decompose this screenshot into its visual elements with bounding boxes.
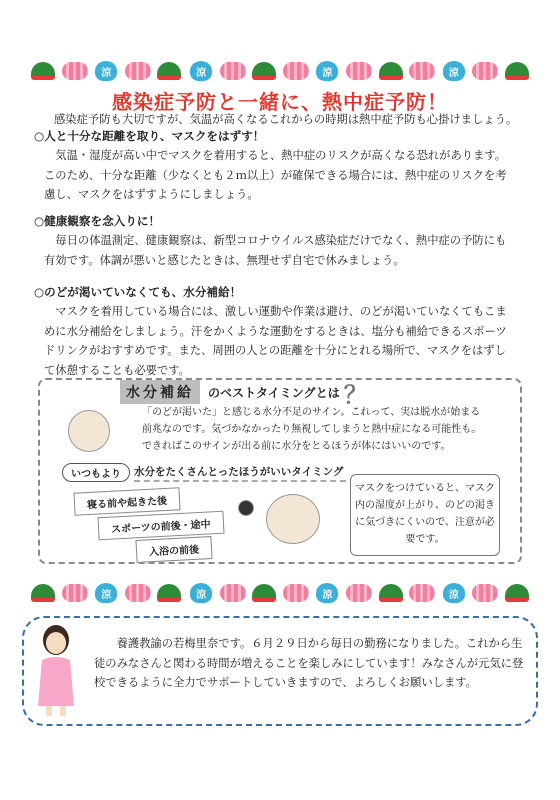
best-timing-title-text: のベストタイミングとは xyxy=(208,385,340,400)
section-heading-hydration: ○のどが渇いていなくても、水分補給！ xyxy=(34,285,242,299)
watermelon-icon xyxy=(378,582,404,604)
question-mark-icon: ？ xyxy=(343,380,368,409)
lantern-icon xyxy=(220,582,246,604)
timing-tag-bath: 入浴の前後 xyxy=(135,536,212,563)
fan-icon: 涼 xyxy=(314,582,340,604)
lantern-icon xyxy=(62,582,88,604)
fan-icon: 涼 xyxy=(93,60,119,82)
fan-icon: 涼 xyxy=(314,60,340,82)
lantern-icon xyxy=(125,60,151,82)
best-timing-text: 「のどが渇いた」と感じる水分不足のサイン。これって、実は脱水が始まる前兆なのです。気づかなかったり無視してしまうと熱中症になる可能性も。できればこのサインが出る前に水分をとるほうが体にはいいのです。 xyxy=(142,407,482,452)
lantern-icon xyxy=(472,60,498,82)
section-body-hydration: マスクを着用している場合には、激しい運動や作業は避け、のどが渇いていなくてもこまめに水分補給をしましょう。汗をかくような運動をするときは、塩分も補給できるスポーツドリンクがおすすめです。また、周囲の人との距離を十分にとれる場所で、マスクをはずして休憩することも必要です。 xyxy=(44,305,507,377)
section-body-distance: 気温・湿度が高い中でマスクを着用すると、熱中症のリスクが高くなる恐れがあります。このため、十分な距離（少なくとも２ｍ以上）が確保できる場合には、熱中症のリスクを考慮し、マスクをはずすようにしましょう。 xyxy=(44,149,507,202)
watermelon-icon xyxy=(504,582,530,604)
lantern-icon xyxy=(346,60,372,82)
best-timing-title xyxy=(120,380,368,409)
watermelon-icon xyxy=(251,582,277,604)
fan-icon: 涼 xyxy=(441,60,467,82)
lantern-icon xyxy=(220,60,246,82)
itsumo-label: いつもより xyxy=(62,463,130,482)
greeting-text: 養護教諭の若梅里奈です。６月２９日から毎日の勤務になりました。これから生徒のみなさんと関わる時間が増えることを楽しみにしています！みなさんが元気に登校できるように全力でサポートしていきますので、よろしくお願いします。 xyxy=(94,637,524,689)
watermelon-icon xyxy=(504,60,530,82)
top-decoration xyxy=(30,56,530,86)
bottom-decoration xyxy=(30,578,530,608)
watermelon-icon xyxy=(156,582,182,604)
section-heading-distance: ○人と十分な距離を取り、マスクをはずす！ xyxy=(34,129,265,143)
lantern-icon xyxy=(283,60,309,82)
timing-tag-sports: スポーツの前後・途中 xyxy=(97,511,224,541)
fan-icon: 涼 xyxy=(188,582,214,604)
timing-divider xyxy=(134,480,346,482)
fan-icon: 涼 xyxy=(441,582,467,604)
lantern-icon xyxy=(283,582,309,604)
lantern-icon xyxy=(409,582,435,604)
watermelon-icon xyxy=(30,60,56,82)
fan-icon: 涼 xyxy=(188,60,214,82)
lantern-icon xyxy=(409,60,435,82)
lantern-icon xyxy=(125,582,151,604)
timing-heading: 水分をたくさんとったほうがいいタイミング xyxy=(134,466,344,478)
lantern-icon xyxy=(62,60,88,82)
intro-text: 感染症予防も大切ですが、気温が高くなるこれからの時期は熱中症予防も心掛けましょう。 xyxy=(54,113,518,126)
section-body-health: 毎日の体温測定、健康観察は、新型コロナウイルス感染症だけでなく、熱中症の予防にも有効です。体調が悪いと感じたときは、無理せず自宅で休みましょう。 xyxy=(44,234,507,267)
child-drinking-illustration xyxy=(68,410,110,452)
page-title: 感染症予防と一緒に、熱中症予防！ xyxy=(112,90,448,114)
watermelon-icon xyxy=(378,60,404,82)
nurse-illustration xyxy=(34,624,78,718)
section-heading-health: ○健康観察を念入りに！ xyxy=(34,214,161,228)
watermelon-icon xyxy=(156,60,182,82)
lantern-icon xyxy=(472,582,498,604)
mask-note: マスクをつけていると、マスク内の湿度が上がり、のどの渇きに気づきにくいので、注意が必要です。 xyxy=(350,474,500,556)
hydration-pill: 水分補給 xyxy=(120,380,200,404)
lantern-icon xyxy=(346,582,372,604)
soccer-ball-icon xyxy=(238,500,254,516)
child-sports-illustration xyxy=(266,494,320,544)
watermelon-icon xyxy=(251,60,277,82)
fan-icon: 涼 xyxy=(93,582,119,604)
watermelon-icon xyxy=(30,582,56,604)
timing-tag-sleep: 寝る前や起きた後 xyxy=(73,487,180,516)
